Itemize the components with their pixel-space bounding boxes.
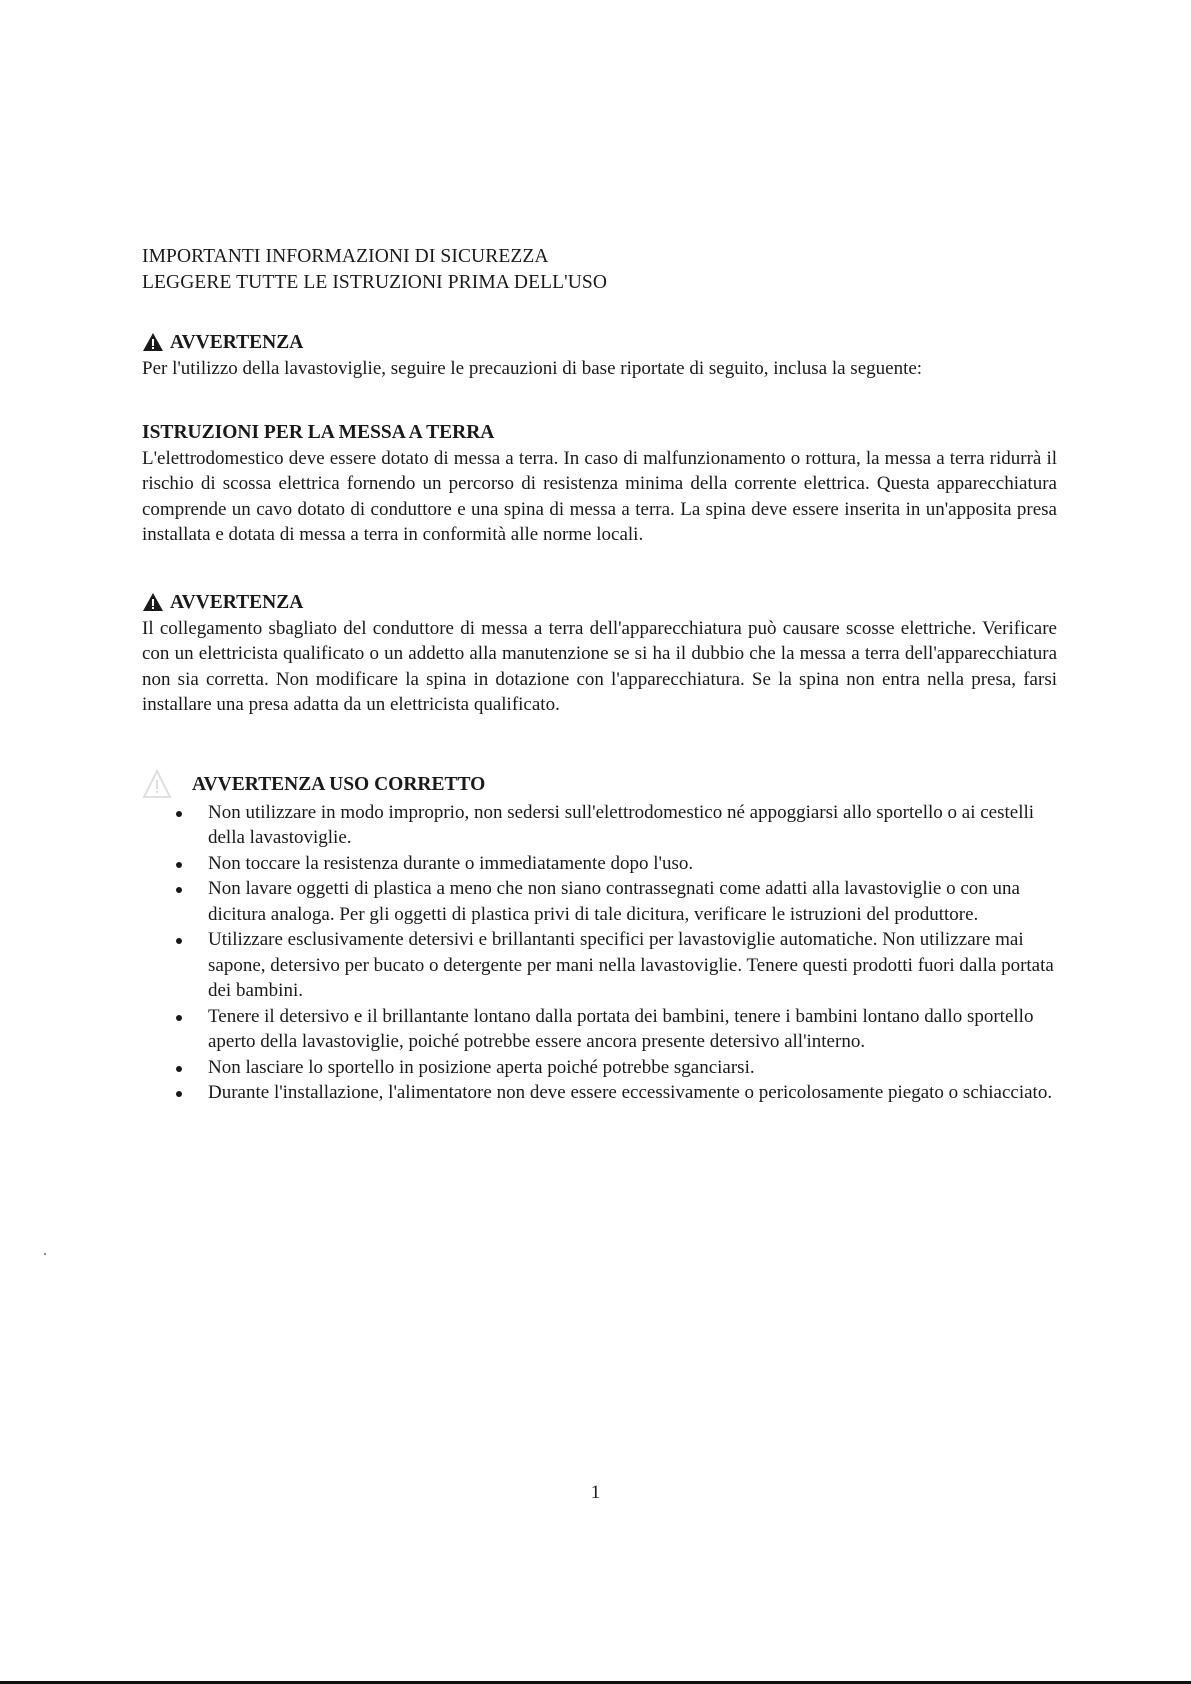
page-number: 1: [590, 1482, 601, 1503]
list-item: [142, 1080, 1057, 1106]
list-item: [142, 927, 1057, 1004]
bullet-icon: [176, 1091, 182, 1097]
warning-title: AVVERTENZA USO CORRETTO: [192, 773, 486, 795]
warning-heading: [142, 770, 1057, 800]
bullet-icon: [176, 1015, 182, 1021]
safety-list: [142, 800, 1057, 1106]
warning-title: AVVERTENZA: [170, 332, 304, 353]
list-item: [142, 876, 1057, 927]
warning-title: AVVERTENZA: [170, 591, 304, 613]
warning-triangle-icon: [142, 769, 172, 799]
bullet-icon: [176, 811, 182, 817]
list-item-text: Tenere il detersivo e il brillantante lontano dalla portata dei bambini, tenere i bambini lontano dallo sportello aperto della lavastoviglie, poiché potrebbe essere ancora presente detersivo all'interno.: [208, 1005, 1034, 1052]
list-item: [142, 1004, 1057, 1055]
list-item: [142, 851, 1057, 877]
grounding-heading: ISTRUZIONI PER LA MESSA A TERRA: [142, 421, 495, 443]
document-title: IMPORTANTI INFORMAZIONI DI SICUREZZA: [142, 246, 549, 267]
list-item-text: Non toccare la resistenza durante o immediatamente dopo l'uso.: [208, 852, 694, 874]
bullet-icon: [176, 862, 182, 868]
grounding-text: L'elettrodomestico deve essere dotato di messa a terra. In caso di malfunzionamento o rottura, la messa a terra ridurrà il rischio di scossa elettrica fornendo un percorso di resistenza minima della corrente elettrica. Questa apparecchiatura comprende un cavo dotato di conduttore e una spina di messa a terra. La spina deve essere inserita in un'apposita presa installata e dotata di messa a terra in conformità alle norme locali.: [142, 447, 1057, 545]
warning-triangle-icon: [142, 592, 164, 612]
warning-text: Il collegamento sbagliato del conduttore di messa a terra dell'apparecchiatura può causare scosse elettriche. Verificare con un elettricista qualificato o un addetto alla manutenzione se si ha il dubbio che la messa a terra dell'apparecchiatura non sia corretta. Non modificare la spina in dotazione con l'apparecchiatura. Se la spina non entra nella presa, farsi installare una presa adatta da un elettricista qualificato.: [142, 617, 1057, 715]
scan-speck: [44, 1253, 46, 1255]
bullet-icon: [176, 938, 182, 944]
list-item-text: Non lasciare lo sportello in posizione aperta poiché potrebbe sganciarsi.: [208, 1056, 755, 1078]
warning-triangle-icon: [142, 332, 164, 352]
list-item-text: Non lavare oggetti di plastica a meno che non siano contrassegnati come adatti alla lavastoviglie o con una dicitura analoga. Per gli oggetti di plastica privi di tale dicitura, verificare le istruzioni del produttore.: [208, 878, 1020, 925]
document-subtitle: LEGGERE TUTTE LE ISTRUZIONI PRIMA DELL'USO: [142, 272, 608, 293]
list-item: [142, 800, 1057, 851]
warning-heading: [142, 590, 1057, 616]
warning-heading: [142, 330, 1057, 356]
list-item-text: Utilizzare esclusivamente detersivi e brillantanti specifici per lavastoviglie automatiche. Non utilizzare mai sapone, detersivo per bucato o detergente per mani nella lavastoviglie. Tenere questi prodotti fuori dalla portata dei bambini.: [208, 929, 1054, 1001]
bullet-icon: [176, 1066, 182, 1072]
warning-text: Per l'utilizzo della lavastoviglie, seguire le precauzioni di base riportate di seguito, inclusa la seguente:: [142, 358, 923, 379]
bullet-icon: [176, 887, 182, 893]
list-item-text: Non utilizzare in modo improprio, non sedersi sull'elettrodomestico né appoggiarsi allo sportello o ai cestelli della lavastoviglie.: [208, 801, 1035, 848]
list-item-text: Durante l'installazione, l'alimentatore non deve essere eccessivamente o pericolosamente piegato o schiacciato.: [208, 1082, 1053, 1103]
document-page: [142, 244, 1057, 1106]
list-item: [142, 1055, 1057, 1081]
